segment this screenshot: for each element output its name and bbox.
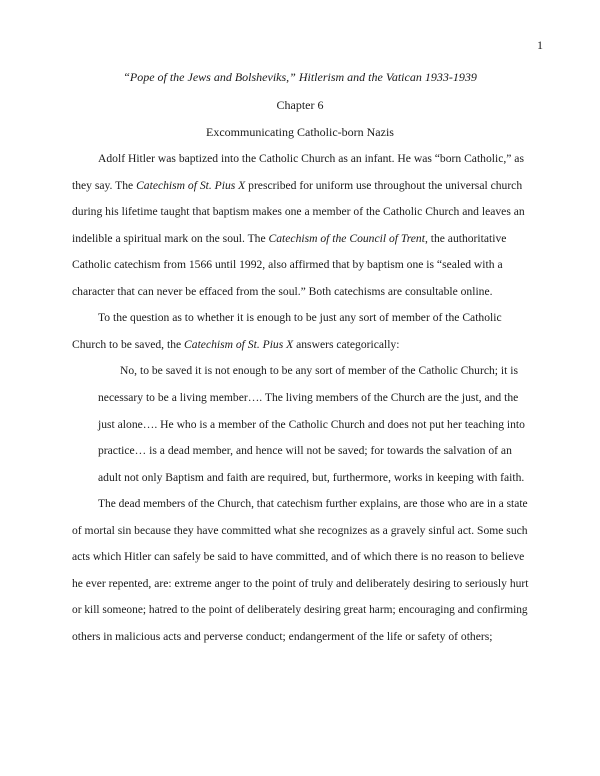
body-line: indelible a spiritual mark on the soul. The Catechism of the Council of Trent, the authoritative	[72, 232, 507, 245]
body-line: or kill someone; hatred to the point of deliberately desiring great harm; encouraging and confirming	[72, 603, 528, 616]
quote-line: just alone…. He who is a member of the Catholic Church and does not put her teaching into	[98, 418, 525, 431]
page-number: 1	[537, 38, 543, 52]
body-line: of mortal sin because they have committed what she recognizes as a gravely sinful act. Some such	[72, 524, 528, 537]
body-line: he ever repented, are: extreme anger to the point of truly and deliberately desiring to seriously hurt	[72, 577, 529, 590]
body-line: during his lifetime taught that baptism makes one a member of the Catholic Church and leaves an	[72, 205, 525, 218]
body-line: Adolf Hitler was baptized into the Catholic Church as an infant. He was “born Catholic,” as	[98, 152, 524, 165]
body-line: The dead members of the Church, that catechism further explains, are those who are in a state	[98, 497, 528, 510]
quote-line: practice… is a dead member, and hence will not be saved; for towards the salvation of an	[98, 444, 512, 457]
body-line: Church to be saved, the Catechism of St. Pius X answers categorically:	[72, 338, 400, 351]
chapter-title: Excommunicating Catholic-born Nazis	[206, 125, 394, 139]
book-title: Catechism of St. Pius X	[184, 338, 294, 351]
body-line: character that can never be effaced from the soul.” Both catechisms are consultable online.	[72, 285, 493, 298]
body-line: acts which Hitler can safely be said to have committed, and of which there is no reason to believe	[72, 550, 525, 563]
body-line: others in malicious acts and perverse conduct; endangerment of the life or safety of others;	[72, 630, 493, 643]
body-line: Catholic catechism from 1566 until 1992, also affirmed that by baptism one is “sealed with a	[72, 258, 503, 271]
quote-line: necessary to be a living member…. The living members of the Church are the just, and the	[98, 391, 519, 404]
body-line: To the question as to whether it is enough to be just any sort of member of the Catholic	[98, 311, 502, 324]
quote-line: No, to be saved it is not enough to be any sort of member of the Catholic Church; it is	[120, 364, 518, 377]
document-title: “Pope of the Jews and Bolsheviks,” Hitlerism and the Vatican 1933-1939	[123, 70, 477, 84]
book-title: Catechism of the Council of Trent	[268, 232, 425, 245]
body-line: they say. The Catechism of St. Pius X prescribed for uniform use throughout the universal church	[72, 179, 523, 192]
chapter-heading: Chapter 6	[276, 98, 324, 112]
book-title: Catechism of St. Pius X	[136, 179, 246, 192]
quote-line: adult not only Baptism and faith are required, but, furthermore, works in keeping with faith.	[98, 471, 525, 484]
